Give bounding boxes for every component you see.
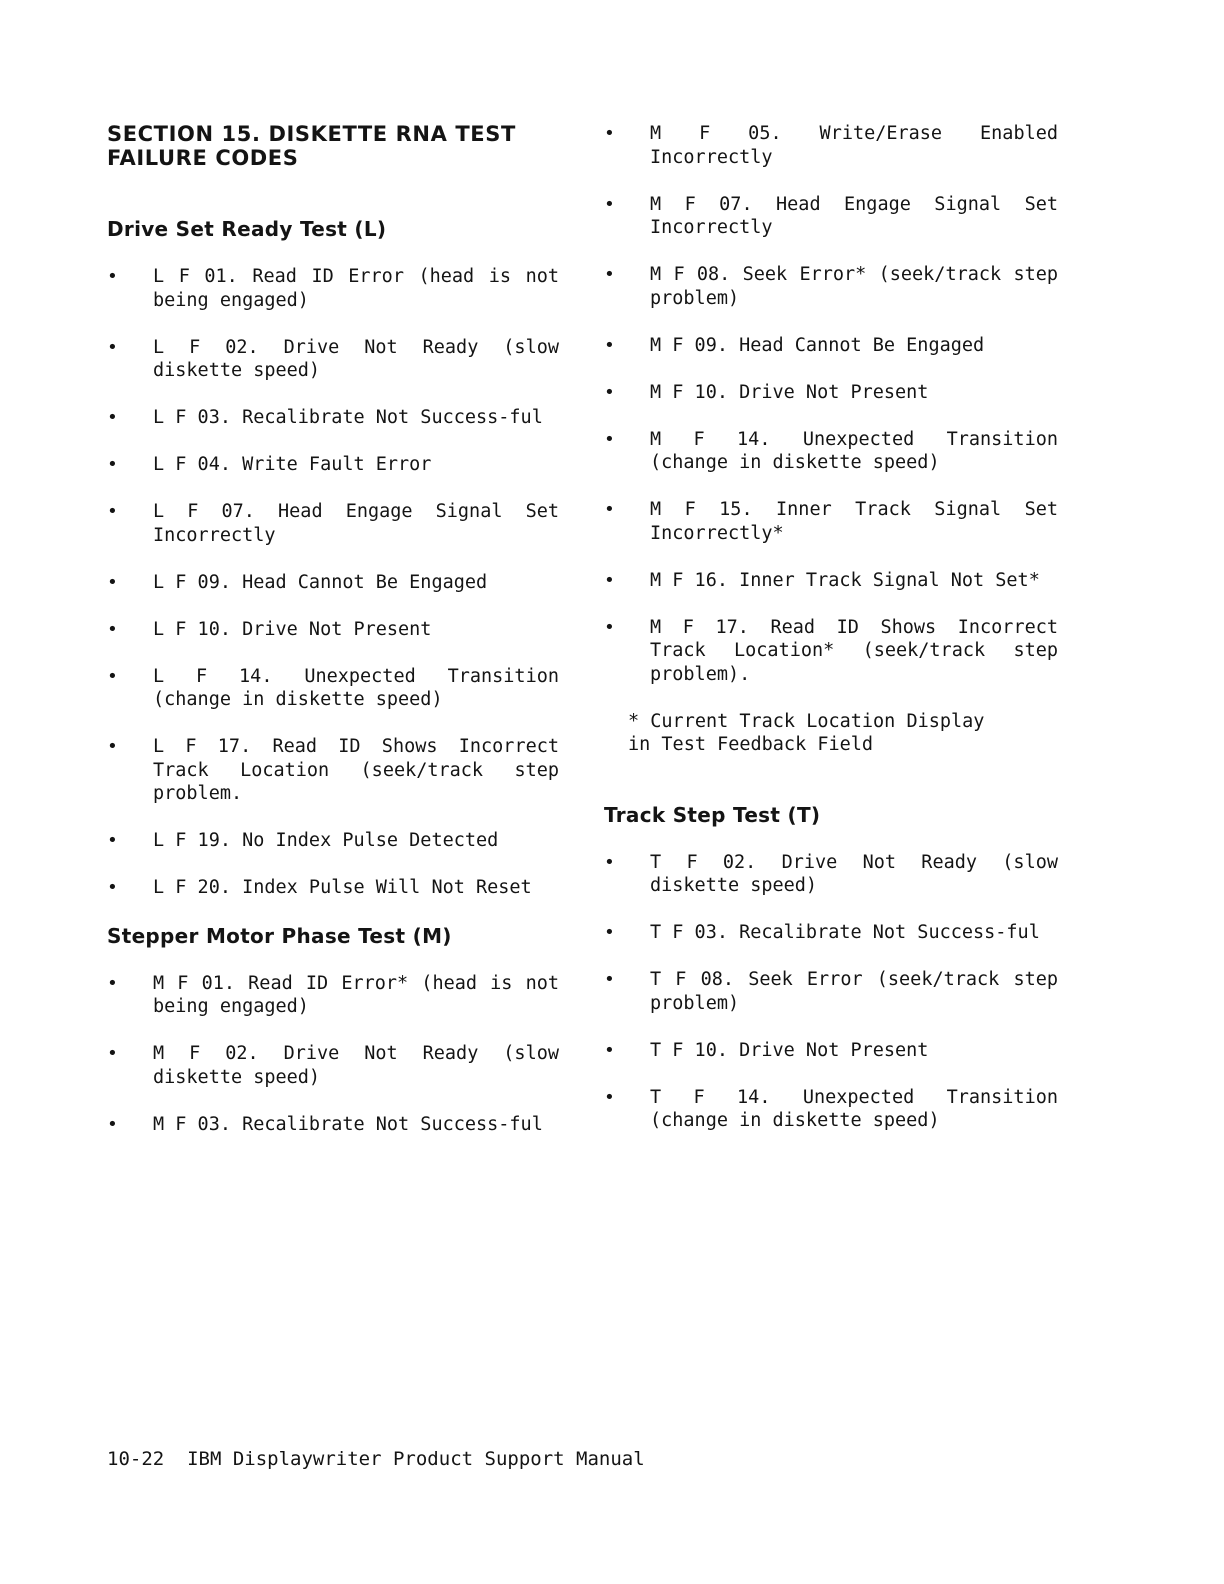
- footnote: * Current Track Location Display in Test Feedback Field: [628, 710, 985, 755]
- drive-set-ready-list: [107, 265, 559, 900]
- list-item: • T F 03. Recalibrate Not Success-ful: [604, 921, 1058, 945]
- list-item: • M F 10. Drive Not Present: [604, 381, 1058, 405]
- list-item: • M F 03. Recalibrate Not Success-ful: [107, 1113, 559, 1137]
- list-item: • L F 19. No Index Pulse Detected: [107, 829, 559, 853]
- list-item: • M F 17. Read ID Shows Incorrect Track Location* (seek/track step problem).: [604, 616, 1058, 687]
- list-item: • L F 17. Read ID Shows Incorrect Track Location (seek/track step problem.: [107, 735, 559, 806]
- list-item: • M F 05. Write/Erase Enabled Incorrectly: [604, 122, 1058, 169]
- list-item: • L F 01. Read ID Error (head is not being engaged): [107, 265, 559, 312]
- list-item: • M F 02. Drive Not Ready (slow diskette speed): [107, 1042, 559, 1089]
- page-number: 10-22: [107, 1448, 165, 1470]
- list-item: • L F 04. Write Fault Error: [107, 453, 559, 477]
- left-column: [107, 122, 559, 1160]
- list-item: • L F 20. Index Pulse Will Not Reset: [107, 876, 559, 900]
- list-item: • M F 15. Inner Track Signal Set Incorrectly*: [604, 498, 1058, 545]
- track-step-list: [604, 851, 1058, 1133]
- stepper-motor-list-right: [604, 122, 1058, 686]
- heading-stepper-motor: Stepper Motor Phase Test (M): [107, 923, 452, 948]
- list-item: • L F 02. Drive Not Ready (slow diskette speed): [107, 336, 559, 383]
- list-item: • L F 09. Head Cannot Be Engaged: [107, 571, 559, 595]
- list-item: • L F 14. Unexpected Transition (change in diskette speed): [107, 665, 559, 712]
- list-item: • M F 01. Read ID Error* (head is not being engaged): [107, 972, 559, 1019]
- list-item: • M F 07. Head Engage Signal Set Incorrectly: [604, 193, 1058, 240]
- list-item: • L F 07. Head Engage Signal Set Incorrectly: [107, 500, 559, 547]
- list-item: • L F 03. Recalibrate Not Success-ful: [107, 406, 559, 430]
- right-column: [604, 122, 1058, 1156]
- list-item: • M F 16. Inner Track Signal Not Set*: [604, 569, 1058, 593]
- page-footer: [107, 1447, 645, 1471]
- manual-title: IBM Displaywriter Product Support Manual: [187, 1448, 645, 1470]
- list-item: • M F 09. Head Cannot Be Engaged: [604, 334, 1058, 358]
- list-item: • T F 02. Drive Not Ready (slow diskette speed): [604, 851, 1058, 898]
- section-title: SECTION 15. DISKETTE RNA TEST FAILURE CODES: [107, 122, 516, 170]
- list-item: • L F 10. Drive Not Present: [107, 618, 559, 642]
- list-item: • T F 08. Seek Error (seek/track step problem): [604, 968, 1058, 1015]
- stepper-motor-list-left: [107, 972, 559, 1137]
- heading-drive-set-ready: Drive Set Ready Test (L): [107, 217, 387, 241]
- list-item: • T F 14. Unexpected Transition (change in diskette speed): [604, 1086, 1058, 1133]
- heading-track-step: Track Step Test (T): [604, 802, 821, 827]
- list-item: • M F 08. Seek Error* (seek/track step problem): [604, 263, 1058, 310]
- list-item: • M F 14. Unexpected Transition (change in diskette speed): [604, 428, 1058, 475]
- list-item: • T F 10. Drive Not Present: [604, 1039, 1058, 1063]
